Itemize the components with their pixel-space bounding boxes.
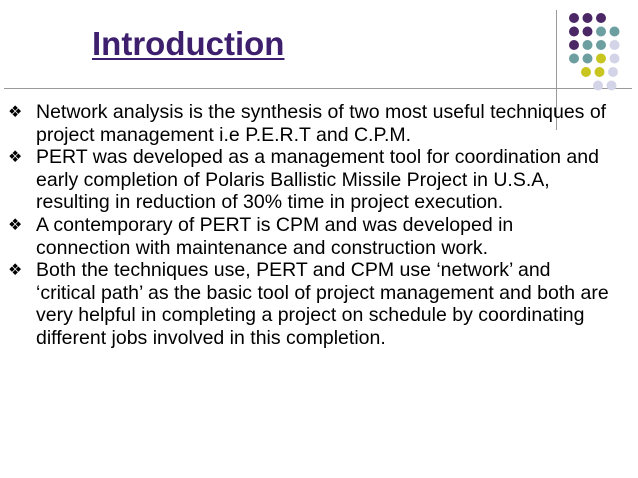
decorative-dot bbox=[583, 54, 593, 64]
decorative-dot bbox=[583, 13, 593, 23]
bullet-icon: ❖ bbox=[8, 214, 23, 234]
decorative-dot bbox=[595, 67, 605, 77]
decorative-dot bbox=[569, 13, 579, 23]
decorative-dot bbox=[608, 67, 618, 77]
decorative-dot bbox=[583, 27, 593, 37]
decorative-dot bbox=[583, 40, 593, 50]
bullet-icon: ❖ bbox=[8, 102, 23, 121]
decorative-dot bbox=[610, 27, 620, 37]
decorative-dot bbox=[593, 81, 603, 91]
decorative-dot bbox=[610, 54, 620, 64]
bullet-item bbox=[0, 101, 638, 146]
bullet-text: PERT was developed as a management tool for coordination and early completion of Polaris Ballistic Missile Project in U.S.A, resulting in reduction of 30% time in project execution. bbox=[36, 146, 599, 214]
decorative-dot bbox=[596, 27, 606, 37]
slide-title: Introduction bbox=[92, 25, 285, 62]
bullet-item bbox=[0, 259, 638, 349]
bullet-text: Both the techniques use, PERT and CPM use ‘network’ and ‘critical path’ as the basic tool of project management and both are very helpful in completing a project on schedule by coordinating different jobs involved in this completion. bbox=[36, 259, 609, 349]
bullet-text: Network analysis is the synthesis of two most useful techniques of project management i.e P.E.R.T and C.P.M. bbox=[36, 101, 607, 146]
decorative-dot bbox=[569, 40, 579, 50]
bullet-icon: ❖ bbox=[8, 147, 23, 167]
decorative-dot bbox=[596, 13, 606, 23]
bullet-icon: ❖ bbox=[8, 260, 23, 280]
bullet-list bbox=[0, 101, 638, 350]
bullet-item bbox=[0, 146, 638, 214]
decorative-dot bbox=[610, 40, 620, 50]
decorative-dot bbox=[569, 27, 579, 37]
decorative-dot bbox=[581, 67, 591, 77]
decorative-dot bbox=[607, 81, 617, 91]
bullet-item bbox=[0, 214, 638, 259]
decorative-dot bbox=[596, 40, 606, 50]
decorative-dot bbox=[596, 54, 606, 64]
bullet-text: A contemporary of PERT is CPM and was developed in connection with maintenance and construction work. bbox=[36, 213, 514, 259]
decorative-dot bbox=[569, 54, 579, 64]
